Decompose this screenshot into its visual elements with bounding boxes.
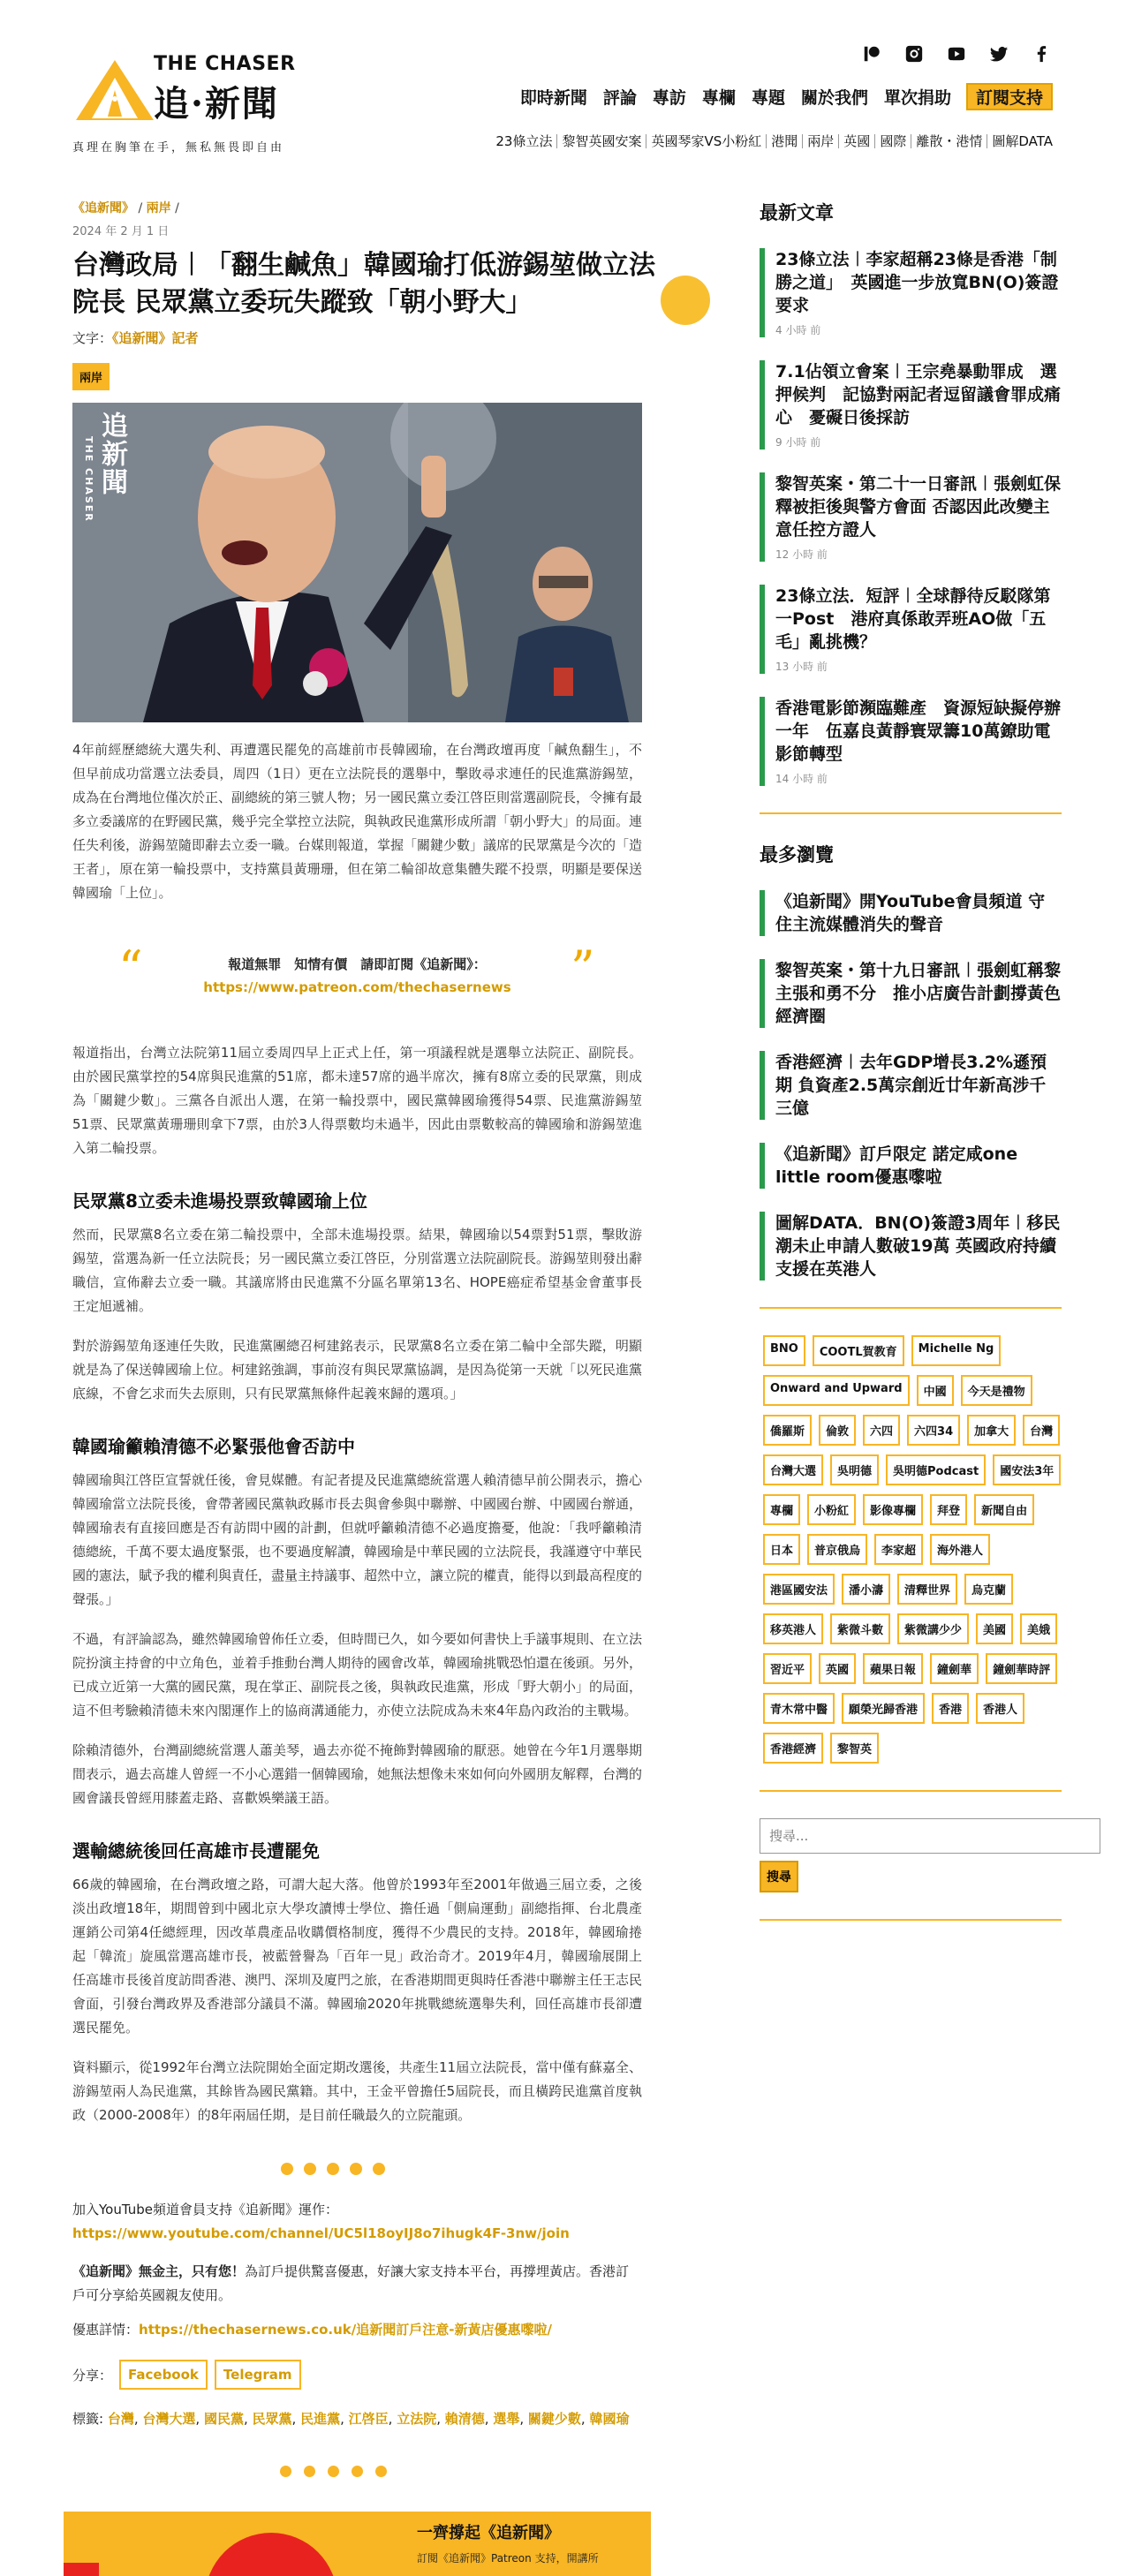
latest-article-item[interactable] [760, 585, 1062, 674]
tag-cloud-item[interactable]: 倫敦 [819, 1415, 856, 1446]
tag-link[interactable]: 江啓臣 [348, 2411, 389, 2427]
tag-cloud-item[interactable]: 今天是禮物 [961, 1375, 1032, 1406]
latest-article-title[interactable]: 7.1佔領立會案︱王宗堯暴動罪成 選押候判 記協對兩記者逗留議會罪成痛心 憂礙日後採訪 [775, 362, 1062, 427]
tag-cloud-item[interactable]: 青木常中醫 [763, 1693, 835, 1724]
nav-breaking-news[interactable]: 即時新聞 [519, 88, 587, 108]
popular-article-title[interactable]: 黎智英案・第十九日審訊︱張劍虹稱黎主張和勇不分 推小店廣告計劃撐黃色經濟圈 [775, 961, 1062, 1026]
share-telegram-button[interactable]: Telegram [215, 2360, 301, 2390]
latest-article-title[interactable]: 黎智英案・第二十一日審訊︱張劍虹保釋被拒後與警方會面 否認因此改變主意任控方證人 [775, 474, 1062, 540]
sidebar-divider [760, 1307, 1062, 1309]
sidebar [760, 199, 1062, 1921]
site-logo[interactable] [72, 51, 302, 125]
instagram-icon[interactable] [903, 42, 926, 65]
fountain-pen-logo-icon [72, 55, 157, 125]
tag-cloud-item[interactable]: 台灣 [1023, 1415, 1060, 1446]
topic-link[interactable]: 23條立法 [491, 134, 557, 148]
logo-english: THE CHASER [154, 53, 296, 75]
nav-commentary[interactable]: 評論 [602, 88, 637, 108]
tag-link[interactable]: 台灣大選 [142, 2411, 196, 2427]
article-paragraph: 不過，有評論認為，雖然韓國瑜曾佈任立委，但時間已久，如今要如何書快上手議事規則、在立法院扮演主持會的中立角色，並着手推動台灣人期待的國會改革，韓國瑜挑戰恐怕還在後頭。另外，已成立近第一大黨的國民黨，現在掌正、副院長之後，與執政民進黨，形成「野大朝小」的局面，這不但考驗賴清德未來內閣運作上的協商溝通能力，亦使立法院成為未來4年島內政治的主戰場。 [72, 1631, 643, 1719]
tag-link[interactable]: 韓國瑜 [589, 2411, 630, 2427]
popular-article-item[interactable] [760, 1051, 1062, 1120]
nav-columns[interactable]: 專欄 [701, 88, 736, 108]
category-badge[interactable]: 兩岸 [72, 363, 110, 390]
tag-cloud-item[interactable]: 移英港人 [763, 1613, 823, 1644]
tag-cloud-item[interactable]: 中國 [917, 1375, 954, 1406]
tag-link[interactable]: 賴清德 [444, 2411, 485, 2427]
tag-link[interactable]: 民進黨 [300, 2411, 341, 2427]
latest-article-item[interactable] [760, 472, 1062, 562]
tag-cloud-item[interactable]: BNO [763, 1335, 805, 1366]
article-date: 2024 年 2 月 1 日 [72, 225, 170, 238]
article [72, 199, 655, 2477]
popular-article-title[interactable]: 圖解DATA．BN(O)簽證3周年︱移民潮未止申請人數破19萬 英國政府持續支援在英港人 [775, 1213, 1061, 1279]
popular-article-title[interactable]: 《追新聞》訂戶限定 諾定咸one little room優惠嚟啦 [775, 1144, 1018, 1187]
support-text: 為訂戶提供驚喜優惠，好讓大家支持本平台，再撐埋黃店。香港訂戶可分享給英國親友使用。 [72, 2263, 630, 2303]
site-header [0, 0, 1134, 177]
tag-cloud-item[interactable]: 六四34 [907, 1415, 960, 1446]
article-subheading: 選輸總統後回任高雄市長遭罷免 [72, 1840, 320, 1862]
patreon-banner[interactable] [64, 2512, 651, 2576]
topic-link[interactable]: 黎智英國安案 [557, 134, 646, 148]
breadcrumb-category[interactable]: 兩岸 [146, 201, 171, 215]
youtube-text: 加入YouTube頻道會員支持《追新聞》運作： [72, 2202, 338, 2217]
banner-circle [205, 2533, 337, 2576]
tag-cloud-item[interactable]: 紫微斗數 [830, 1613, 890, 1644]
latest-article-time: 4 小時 前 [775, 324, 821, 336]
article-author [72, 329, 642, 347]
tag-link[interactable]: 立法院 [397, 2411, 437, 2427]
article-paragraph: 報道指出，台灣立法院第11屆立委周四早上正式上任，第一項議程就是選舉立法院正、副院長。由於國民黨掌控的54席與民進黨的51席，都未達57席的過半席次，擁有8席立委的民眾黨，則成為「關鍵少數」。三黨各自派出人選，在第一輪投票中，國民黨韓國瑜獲得54票、民進黨游錫堃51票、民眾黨黃珊珊則拿下7票，由於3人得票數均未過半，因此由票數較高的韓國瑜和游錫堃進入第二輪投票。 [72, 1045, 642, 1156]
breadcrumb-home[interactable]: 《追新聞》 [72, 201, 134, 215]
patreon-icon[interactable] [860, 42, 883, 65]
latest-article-item[interactable] [760, 697, 1062, 786]
share-bar [72, 2360, 642, 2390]
tag-cloud-item[interactable]: 小粉紅 [807, 1494, 856, 1525]
popular-article-item[interactable] [760, 1143, 1062, 1189]
share-facebook-button[interactable]: Facebook [119, 2360, 208, 2390]
tag-cloud-item[interactable]: 吳明德 [830, 1454, 879, 1485]
article-hero-image [72, 403, 642, 722]
article-subheading: 韓國瑜籲賴清德不必緊張他會否訪中 [72, 1436, 355, 1457]
quote-text: 報道無罪 知情有價 請即訂閱《追新聞》： [228, 956, 487, 972]
nav-interviews[interactable]: 專訪 [652, 88, 686, 108]
youtube-icon[interactable] [945, 42, 968, 65]
tag-cloud-item[interactable]: 紫微講少少 [897, 1613, 969, 1644]
patreon-banner-title: 一齊撐起《追新聞》 [417, 2524, 560, 2542]
twitter-icon[interactable] [987, 42, 1010, 65]
topic-link[interactable]: 國際 [875, 134, 911, 148]
tag-cloud-item[interactable]: 香港人 [976, 1693, 1024, 1724]
search-form [760, 1818, 1062, 1892]
open-quote-icon: “ [118, 941, 143, 996]
topic-navigation [491, 134, 1053, 148]
main-navigation [512, 83, 1053, 110]
tag-cloud-item[interactable]: 美國 [976, 1613, 1013, 1644]
tag-cloud-item[interactable]: 加拿大 [967, 1415, 1016, 1446]
discount-block [72, 2320, 642, 2338]
latest-article-time: 13 小時 前 [775, 661, 828, 673]
tag-cloud-item[interactable]: 專欄 [763, 1494, 800, 1525]
popular-article-item[interactable] [760, 890, 1062, 936]
subscribe-button[interactable]: 訂閱支持 [966, 83, 1053, 110]
section-divider-dots [223, 2466, 443, 2477]
tag-cloud-item[interactable]: 願榮光歸香港 [842, 1693, 925, 1724]
tag-cloud [760, 1335, 1062, 1764]
decorative-dot [661, 276, 710, 325]
tag-cloud-item[interactable]: 日本 [763, 1534, 800, 1565]
breadcrumb: 《追新聞》 / 兩岸 / [72, 201, 179, 215]
site-slogan: 真理在胸筆在手，無私無畏即自由 [72, 141, 285, 155]
topic-link[interactable]: 港聞 [767, 134, 803, 148]
tag-cloud-item[interactable]: 海外港人 [930, 1534, 990, 1565]
tag-link[interactable]: 台灣 [107, 2411, 134, 2427]
tags-label: 標籤: [72, 2411, 108, 2427]
tag-cloud-item[interactable]: 李家超 [874, 1534, 923, 1565]
tag-cloud-item[interactable]: 清釋世界 [897, 1574, 957, 1605]
tag-cloud-item[interactable]: 美娥 [1020, 1613, 1057, 1644]
discount-link[interactable]: https://thechasernews.co.uk/追新聞訂戶注意-新黃店優惠嚟啦/ [139, 2322, 552, 2338]
latest-article-time: 12 小時 前 [775, 548, 828, 561]
tag-cloud-item[interactable]: 蘋果日報 [863, 1653, 923, 1684]
tag-cloud-item[interactable]: 新聞自由 [974, 1494, 1034, 1525]
latest-article-time: 9 小時 前 [775, 436, 821, 449]
popular-article-title[interactable]: 《追新聞》開YouTube會員頻道 守住主流媒體消失的聲音 [775, 892, 1046, 934]
tag-cloud-item[interactable]: 鐘劍華時評 [986, 1653, 1057, 1684]
tag-cloud-item[interactable]: 國安法3年 [993, 1454, 1061, 1485]
popular-article-item[interactable] [760, 1212, 1062, 1280]
tag-cloud-item[interactable]: 習近平 [763, 1653, 812, 1684]
topic-link[interactable]: 英國 [839, 134, 875, 148]
nav-features[interactable]: 專題 [751, 88, 785, 108]
latest-article-title[interactable]: 23條立法︱李家超稱23條是香港「制勝之道」 英國進一步放寬BN(O)簽證要求 [775, 250, 1059, 315]
article-paragraph: 除賴清德外，台灣副總統當選人蕭美琴，過去亦從不掩飾對韓國瑜的厭惡。她曾在今年1月選舉期間表示，過去高雄人曾經一不小心選錯一個韓國瑜，她無法想像未來如何向外國朋友解釋，台灣的國會議長曾經用膝蓋走路、喜歡娛樂議王語。 [72, 1742, 643, 1806]
hero-photo-illustration [72, 403, 642, 722]
support-block [72, 2260, 642, 2308]
social-links [860, 42, 1053, 65]
search-input[interactable] [760, 1818, 1100, 1854]
tag-cloud-item[interactable]: 香港 [932, 1693, 969, 1724]
tag-cloud-item[interactable]: 影像專欄 [863, 1494, 923, 1525]
topic-link[interactable]: 圖解DATA [992, 133, 1053, 149]
tag-cloud-item[interactable]: COOTL賀教育 [813, 1335, 904, 1366]
banner-decoration [64, 2563, 99, 2576]
popular-article-item[interactable] [760, 959, 1062, 1028]
hero-watermark: 追新聞 [96, 412, 127, 496]
topic-link[interactable]: 英國琴家VS小粉紅 [646, 134, 767, 148]
article-paragraph: 然而，民眾黨8名立委在第二輪投票中，全部未進場投票。結果，韓國瑜以54票對51票，擊敗游錫堃，當選為新一任立法院長；另一國民黨立委江啓臣，分別當選立法院副院長。游錫堃則發出辭職信，宣佈辭去立委一職。其議席將由民進黨不分區名單第13名、HOPE癌症希望基金會董事長王定旭遞補。 [72, 1227, 643, 1314]
tag-cloud-item[interactable]: 港區國安法 [763, 1574, 835, 1605]
tag-cloud-item[interactable]: 香港經濟 [763, 1733, 823, 1764]
patreon-link[interactable]: https://www.patreon.com/thechasernews [203, 979, 511, 995]
tag-cloud-item[interactable]: 黎智英 [830, 1733, 879, 1764]
tag-cloud-item[interactable]: 英國 [819, 1653, 856, 1684]
most-viewed-title: 最多瀏覽 [760, 844, 834, 865]
article-paragraph: 韓國瑜與江啓臣宣誓就任後，會見媒體。有記者提及民進黨總統當選人賴清德早前公開表示，擔心韓國瑜當立法院長後，會帶著國民黨執政縣市長去與會參與中聯辦、中國國台辦、中國國台辦通，韓國瑜表有直接回應是否有訪問中國的計劃，但就呼籲賴清德不必過度擔憂，他說：「我呼籲賴清德總統，千萬不要太過度緊張，也不要過度解讀，韓國瑜是中華民國的立法院長，我謹遵守中華民國的憲法，賦予我的權利與責任，盡量主持議事、超然中立，讓立院的權責，能得以到最高程度的聲張。」 [72, 1472, 643, 1607]
article-paragraph: 對於游錫堃角逐連任失敗，民進黨團總召柯建銘表示，民眾黨8名立委在第二輪中全部失蹤，明顯就是為了保送韓國瑜上位。柯建銘強調，事前沒有與民眾黨協調，是因為從第一天就「以死民進黨底線，不會乞求而失去原則，只有民眾黨無條件起義來歸的選項。」 [72, 1338, 643, 1401]
article-paragraph: 66歲的韓國瑜，在台灣政壇之路，可謂大起大落。他曾於1993年至2001年做過三屆立委，之後淡出政壇18年，期間曾到中國北京大學攻讀博士學位、擔任過「側扁運動」副總指揮、台北農產運銷公司第4任總經理，因改革農產品收購價格制度，獲得不少農民的支持。2018年，韓國瑜捲起「韓流」旋風當選高雄市長，被藍營譽為「百年一見」政治奇才。2019年4月，韓國瑜展開上任高雄市長後首度訪問香港、澳門、深圳及廈門之旅，在香港期間更與時任香港中聯辦主任王志民會面，引發台灣政界及香港部分議員不滿。韓國瑜2020年挑戰總統選舉失利，回任高雄市長卻遭選民罷免。 [72, 1877, 643, 2036]
sidebar-divider [760, 1919, 1062, 1921]
discount-label: 優惠詳情： [72, 2322, 140, 2338]
latest-article-title[interactable]: 23條立法．短評︱全球靜待反駁隊第一Post 港府真係敢弄班AO做「五毛」亂挑機？ [775, 586, 1051, 652]
topic-link[interactable]: 離散・港情 [911, 134, 987, 148]
tag-link[interactable]: 民眾黨 [252, 2411, 292, 2427]
article-paragraph: 4年前經歷總統大選失利、再遭選民罷免的高雄前市長韓國瑜，在台灣政壇再度「鹹魚翻生」，不但早前成功當選立法委員，周四（1日）更在立法院長的選舉中，擊敗尋求連任的民進黨游錫堃，成為在台灣地位僅次於正、副總統的第三號人物；另一國民黨立委江啓臣則當選副院長，令擁有最多立委議席的在野國民黨，幾乎完全掌控立法院，與執政民進黨形成所謂「朝小野大」的局面。連任失利後，游錫堃隨即辭去立委一職。台媒則報道，掌握「關鍵少數」議席的民眾黨是今次的「造王者」，原在第一輪投票中，支持黨員黃珊珊，但在第二輪卻故意集體失蹤不投票，明顯是要保送韓國瑜「上位」。 [72, 742, 643, 901]
tag-cloud-item[interactable]: 拜登 [930, 1494, 967, 1525]
hero-watermark-en: THE CHASER [83, 436, 94, 523]
latest-article-item[interactable] [760, 248, 1062, 337]
popular-article-title[interactable]: 香港經濟︱去年GDP增長3.2%遜預期 負資產2.5萬宗創近廿年新高涉千三億 [775, 1053, 1047, 1118]
close-quote-icon: ” [571, 941, 595, 996]
tag-cloud-item[interactable]: 僑羅斯 [763, 1415, 812, 1446]
nav-about-us[interactable]: 關於我們 [800, 88, 868, 108]
section-divider-dots [223, 2163, 443, 2175]
sidebar-divider [760, 1790, 1062, 1792]
latest-articles-title: 最新文章 [760, 202, 834, 223]
author-label: 文字： [72, 330, 113, 346]
youtube-membership-block [72, 2198, 642, 2246]
tag-cloud-item[interactable]: 烏克蘭 [964, 1574, 1013, 1605]
latest-article-time: 14 小時 前 [775, 773, 828, 785]
sidebar-divider [760, 812, 1062, 814]
topic-link[interactable]: 兩岸 [803, 134, 839, 148]
share-label: 分享： [72, 2367, 113, 2383]
support-bold: 《追新聞》無金主，只有您！ [72, 2263, 246, 2279]
article-paragraph: 資料顯示，從1992年台灣立法院開始全面定期改選後，共產生11屆立法院長，當中僅有蘇嘉全、游錫堃兩人為民進黨，其餘皆為國民黨籍。其中，王金平曾擔任5屆院長，而且橫跨民進黨首度執政（2000-2008年）的8年兩屆任期，是目前任職最久的立院龍頭。 [72, 2059, 642, 2123]
article-tags: 標籤: 台灣, 台灣大選, 國民黨, 民眾黨, 民進黨, 江啓臣, 立法院, 賴清德, 選舉, 關鍵少數, 韓國瑜 [72, 2411, 630, 2427]
latest-article-item[interactable] [760, 360, 1062, 449]
article-subheading: 民眾黨8立委未進場投票致韓國瑜上位 [72, 1190, 367, 1212]
tag-cloud-item[interactable]: Onward and Upward [763, 1375, 910, 1406]
logo-chinese: 追·新聞 [154, 83, 279, 125]
subscribe-quote [72, 941, 642, 1009]
tag-cloud-item[interactable]: 潘小濤 [842, 1574, 890, 1605]
tag-cloud-item[interactable]: 鐘劍華 [930, 1653, 979, 1684]
latest-article-title[interactable]: 香港電影節瀕臨難產 資源短缺擬停辦一年 伍嘉良黃靜寰眾籌10萬鐐助電影節轉型 [775, 699, 1062, 764]
tag-cloud-item[interactable]: 普京俄烏 [807, 1534, 867, 1565]
tag-cloud-item[interactable]: 吳明德Podcast [886, 1454, 986, 1485]
tag-link[interactable]: 選舉 [493, 2411, 520, 2427]
facebook-icon[interactable] [1030, 42, 1053, 65]
search-button[interactable]: 搜尋 [760, 1861, 798, 1892]
tag-link[interactable]: 國民黨 [203, 2411, 244, 2427]
article-title: 台灣政局︱「翻生鹹魚」韓國瑜打低游錫堃做立法院長 民眾黨立委玩失蹤致「朝小野大」 [72, 250, 655, 318]
nav-donate[interactable]: 單次捐助 [883, 88, 951, 108]
youtube-join-link[interactable]: https://www.youtube.com/channel/UC5l18oyIJ8o7ihugk4F-3nw/join [72, 2225, 570, 2241]
tag-link[interactable]: 關鍵少數 [527, 2411, 581, 2427]
tag-cloud-item[interactable]: 台灣大選 [763, 1454, 823, 1485]
patreon-banner-subtitle: 訂閱《追新聞》Patreon 支持，開講所 [417, 2552, 599, 2565]
tag-cloud-item[interactable]: Michelle Ng [911, 1335, 1002, 1366]
tag-cloud-item[interactable]: 六四 [863, 1415, 900, 1446]
author-name[interactable]: 《追新聞》記者 [112, 330, 199, 346]
